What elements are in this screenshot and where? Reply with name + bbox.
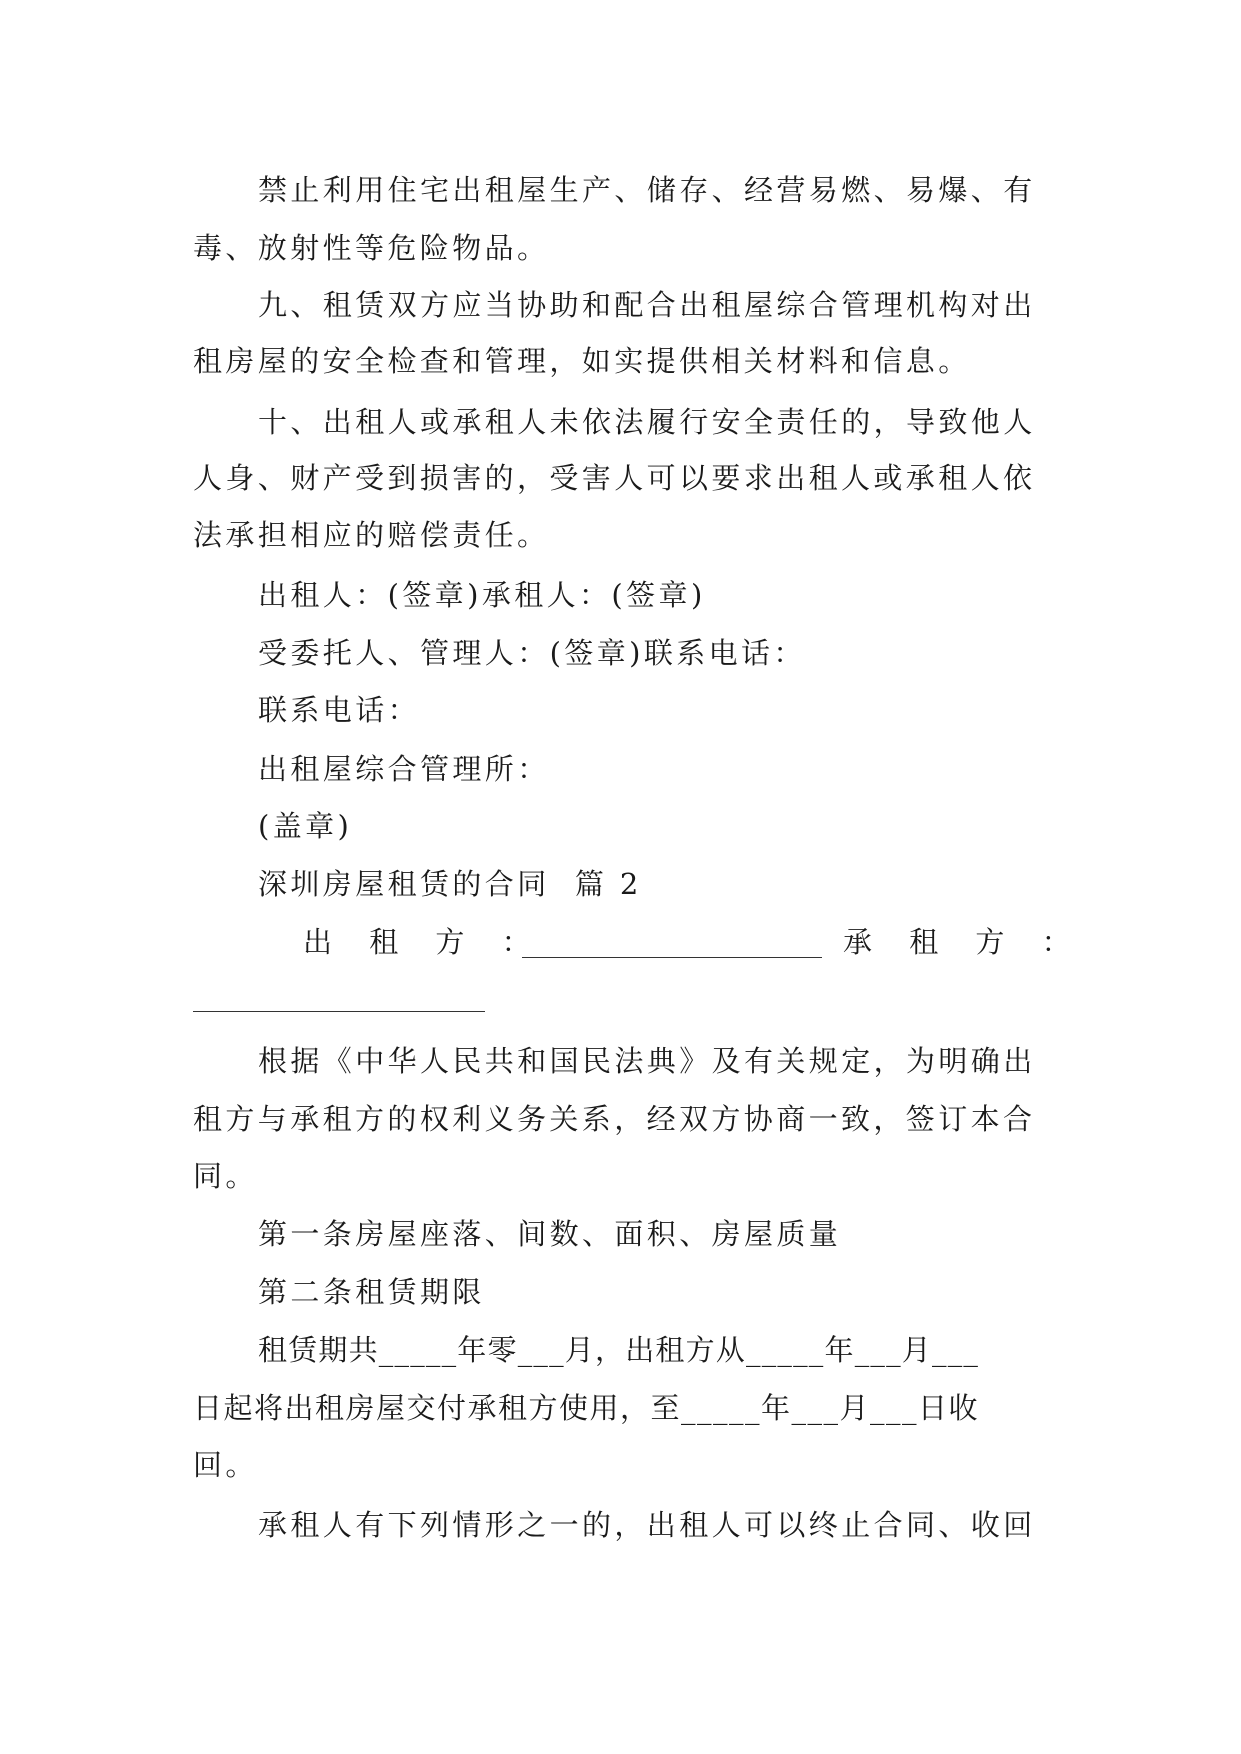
- paragraph-line: 法承担相应的赔偿责任。: [193, 518, 550, 552]
- lessee-label: 承 租 方 ：: [843, 925, 1085, 959]
- article-heading: 第二条租赁期限: [258, 1275, 485, 1309]
- paragraph-line: 承租人有下列情形之一的，出租人可以终止合同、收回: [258, 1508, 1036, 1542]
- paragraph-line: 日起将出租房屋交付承租方使用，至_____年___月___日收: [193, 1391, 980, 1425]
- paragraph-line: 毒、放射性等危险物品。: [193, 231, 550, 265]
- signature-line: 出租屋综合管理所：: [258, 752, 550, 786]
- lessor-blank: [522, 957, 822, 958]
- paragraph-line: 十、出租人或承租人未依法履行安全责任的，导致他人: [258, 405, 1036, 439]
- paragraph-line: 人身、财产受到损害的，受害人可以要求出租人或承租人依: [193, 461, 1036, 495]
- lessee-blank: [193, 1011, 485, 1012]
- paragraph-line: 禁止利用住宅出租屋生产、储存、经营易燃、易爆、有: [258, 173, 1036, 207]
- paragraph-line: 回。: [193, 1448, 258, 1482]
- paragraph-line: 租方与承租方的权利义务关系，经双方协商一致，签订本合: [193, 1102, 1036, 1136]
- paragraph-line: 根据《中华人民共和国民法典》及有关规定，为明确出: [258, 1044, 1036, 1078]
- paragraph-line: 租赁期共_____年零___月，出租方从_____年___月___: [258, 1333, 980, 1367]
- paragraph-line: 同。: [193, 1159, 258, 1193]
- signature-line: 受委托人、管理人：(签章)联系电话：: [258, 636, 806, 670]
- section-heading: 深圳房屋租赁的合同 篇 2: [258, 867, 642, 901]
- paragraph-line: 租房屋的安全检查和管理，如实提供相关材料和信息。: [193, 344, 971, 378]
- article-heading: 第一条房屋座落、间数、面积、房屋质量: [258, 1217, 842, 1251]
- lessor-label: 出 租 方 ：: [303, 925, 545, 959]
- seal-line: (盖章): [258, 809, 353, 843]
- signature-line: 出租人：(签章)承租人：(签章): [258, 578, 706, 612]
- paragraph-line: 九、租赁双方应当协助和配合出租屋综合管理机构对出: [258, 288, 1036, 322]
- signature-line: 联系电话：: [258, 693, 421, 727]
